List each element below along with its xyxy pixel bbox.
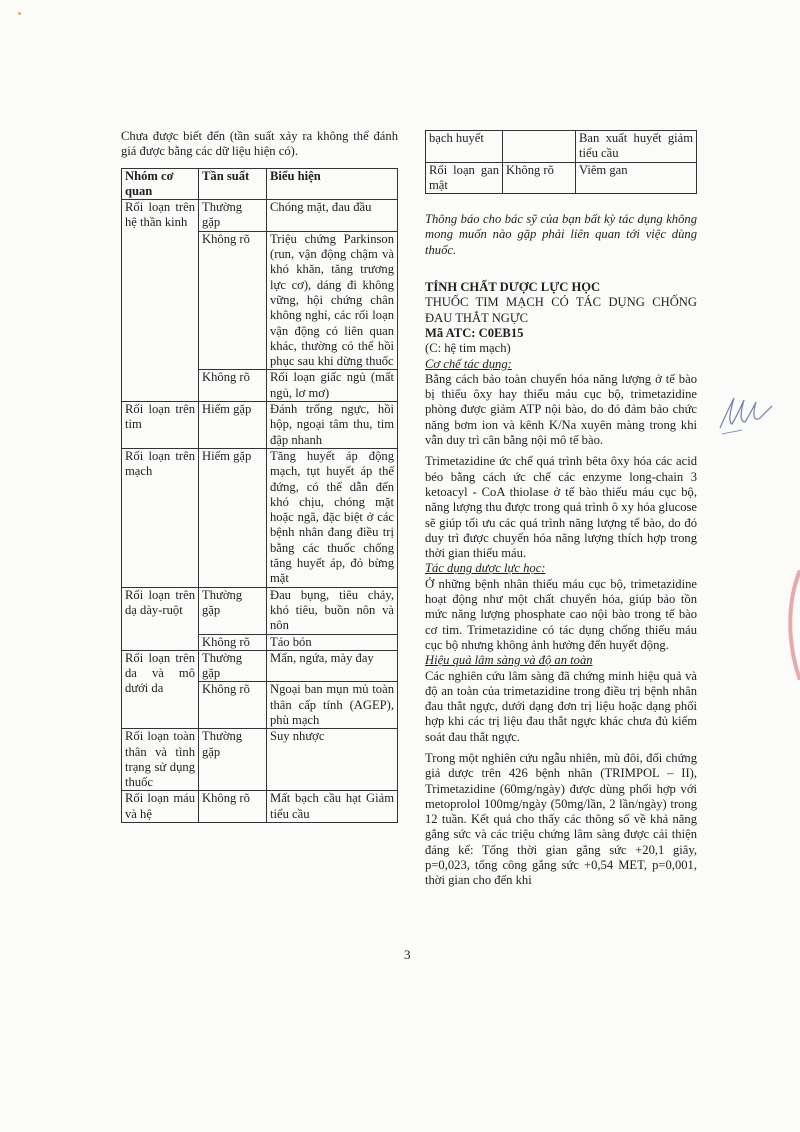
manifestation-cell: Suy nhược (267, 729, 398, 791)
frequency-cell (503, 131, 576, 163)
signature-mark (712, 384, 782, 444)
frequency-note: Chưa được biết đến (tần suất xảy ra không thể đánh giá được bằng các dữ liệu hiện có). (121, 129, 398, 159)
atc-code: Mã ATC: C0EB15 (425, 325, 524, 340)
table-row (122, 729, 398, 791)
organ-cell: Rối loạn trên mạch (122, 448, 199, 587)
frequency-cell: Thường gặp (199, 587, 267, 634)
organ-cell: Rối loạn trên dạ dày-ruột (122, 587, 199, 650)
table-row (122, 791, 398, 823)
left-column (121, 129, 398, 823)
organ-cell: bạch huyết (426, 131, 503, 163)
manifestation-cell: Táo bón (267, 634, 398, 650)
manifestation-cell: Mẩn, ngứa, mày đay (267, 650, 398, 682)
adverse-effects-table-continued (425, 130, 697, 194)
red-stamp-edge (770, 570, 800, 680)
manifestation-cell: Rối loạn giấc ngủ (mất ngủ, lơ mơ) (267, 370, 398, 402)
corner-mark (18, 12, 21, 15)
manifestation-cell: Đau bụng, tiêu chảy, khó tiêu, buồn nôn và nôn (267, 587, 398, 634)
pharmacodynamics-heading: Tác dụng dược lực học: (425, 561, 546, 576)
frequency-cell: Không rõ (503, 162, 576, 194)
organ-cell: Rối loạn máu và hệ (122, 791, 199, 823)
table-row (122, 448, 398, 587)
drug-group: THUỐC TIM MẠCH CÓ TÁC DỤNG CHỐNG ĐAU THẮT NGỰC (425, 295, 697, 325)
table-header-row (122, 168, 398, 200)
manifestation-cell: Tăng huyết áp động mạch, tụt huyết áp thế đứng, có thể dẫn đến khó chịu, chóng mặt hoặc ngã, đặc biệt ở các bệnh nhân đang điều trị bằng các thuốc chống tăng huyết áp, đỏ bừng mặt (267, 448, 398, 587)
clinical-paragraph: Các nghiên cứu lâm sàng đã chứng minh hiệu quả và độ an toàn của trimetazidine trong điều trị bệnh nhân đau thắt ngực, dưới dạng đơn trị liệu hoặc dạng phối hợp khi các trị liệu đau thắt ngực khác chưa đủ kiểm soát đau thắt ngực. (425, 668, 697, 744)
table-row (426, 162, 697, 194)
frequency-cell: Không rõ (199, 231, 267, 370)
pharmacodynamics-paragraph: Ở những bệnh nhân thiếu máu cục bộ, trimetazidine hoạt động như một chất chuyển hóa, giúp bảo tồn mức năng lượng phosphate cao nội bào trong tế bào cơ tim. Trimetazidine có tác dụng chống thiếu máu cục bộ nhưng không ảnh hưởng đến huyết động. (425, 576, 697, 652)
manifestation-cell: Triệu chứng Parkinson (run, vận động chậm và khó khăn, tăng trương lực cơ), dáng đi không vững, hội chứng chân không nghỉ, các rối loạn vận động có liên quan khác, thường có thể hồi phục sau khi dừng thuốc (267, 231, 398, 370)
mechanism-paragraph-2: Trimetazidine ức chế quá trình bêta ôxy hóa các acid béo bằng cách ức chế các enzyme long-chain 3 ketoacyl - CoA thiolase ở tế bào thiếu máu cục bộ, năng lượng thu được trong quá trình ô xy hóa glucose sẽ giúp tối ưu các quá trình năng lượng tế bào, do đó duy trì được chuyển hóa năng lượng thích hợp trong thời gian thiếu máu. (425, 454, 697, 561)
frequency-cell: Hiếm gặp (199, 402, 267, 449)
right-column (425, 130, 697, 889)
mechanism-heading: Cơ chế tác dụng: (425, 356, 512, 371)
organ-cell: Rối loạn gan mật (426, 162, 503, 194)
frequency-cell: Không rõ (199, 634, 267, 650)
frequency-cell: Thường gặp (199, 200, 267, 232)
organ-cell: Rối loạn trên da và mô dưới da (122, 650, 199, 728)
frequency-cell: Không rõ (199, 791, 267, 823)
table-row (122, 200, 398, 232)
frequency-cell: Thường gặp (199, 650, 267, 682)
organ-cell: Rối loạn toàn thân và tình trạng sử dụng thuốc (122, 729, 199, 791)
header-manifestation: Biểu hiện (267, 168, 398, 200)
atc-note: (C: hệ tim mạch) (425, 341, 511, 356)
table-row (122, 587, 398, 634)
manifestation-cell: Viêm gan (576, 162, 697, 194)
report-side-effects-note: Thông báo cho bác sỹ của bạn bất kỳ tác dụng không mong muốn nào gặp phải liên quan tới việc dùng thuốc. (425, 212, 697, 257)
table-row (122, 402, 398, 449)
table-row (122, 650, 398, 682)
clinical-efficacy-heading: Hiệu quả lâm sàng và độ an toàn (425, 653, 593, 668)
manifestation-cell: Chóng mặt, đau đầu (267, 200, 398, 232)
manifestation-cell: Đánh trống ngực, hồi hộp, ngoại tâm thu, tim đập nhanh (267, 402, 398, 449)
frequency-cell: Thường gặp (199, 729, 267, 791)
trial-paragraph: Trong một nghiên cứu ngẫu nhiên, mù đôi, đối chứng giả dược trên 426 bệnh nhân (TRIMPOL – II), Trimetazidine (60mg/ngày) được dùng phối hợp với metoprolol 100mg/ngày (50mg/lần, 2 lần/ngày) trong 12 tuần. Kết quả cho thấy các thông số về khả năng gắng sức và các triệu chứng lâm sàng được cải thiện đáng kể: Tổng thời gian gắng sức +20,1 giây, p=0,023, tổng công gắng sức +0,54 MET, p=0,001, thời gian cho đến khi (425, 750, 697, 888)
frequency-cell: Không rõ (199, 370, 267, 402)
frequency-cell: Hiếm gặp (199, 448, 267, 587)
manifestation-cell: Ngoại ban mụn mủ toàn thân cấp tính (AGEP), phù mạch (267, 682, 398, 729)
organ-cell: Rối loạn trên tim (122, 402, 199, 449)
page-number: 3 (404, 947, 411, 962)
organ-cell: Rối loạn trên hệ thần kinh (122, 200, 199, 402)
frequency-cell: Không rõ (199, 682, 267, 729)
mechanism-paragraph: Bằng cách bảo toàn chuyển hóa năng lượng ở tế bào bị thiếu ôxy hay thiếu máu cục bộ, trimetazidine phòng được giảm ATP nội bào, do đó đảm bảo chức năng bơm ion và kênh K/Na xuyên màng trong khi vẫn duy trì cân bằng nội mô tế bào. (425, 371, 697, 448)
table-row (426, 131, 697, 163)
header-frequency: Tần suất (199, 168, 267, 200)
section-title: TÍNH CHẤT DƯỢC LỰC HỌC (425, 280, 601, 295)
adverse-effects-table (121, 168, 398, 823)
manifestation-cell: Mất bạch cầu hạt Giảm tiểu cầu (267, 791, 398, 823)
header-organ-group: Nhóm cơ quan (122, 168, 199, 200)
manifestation-cell: Ban xuất huyết giảm tiểu cầu (576, 131, 697, 163)
